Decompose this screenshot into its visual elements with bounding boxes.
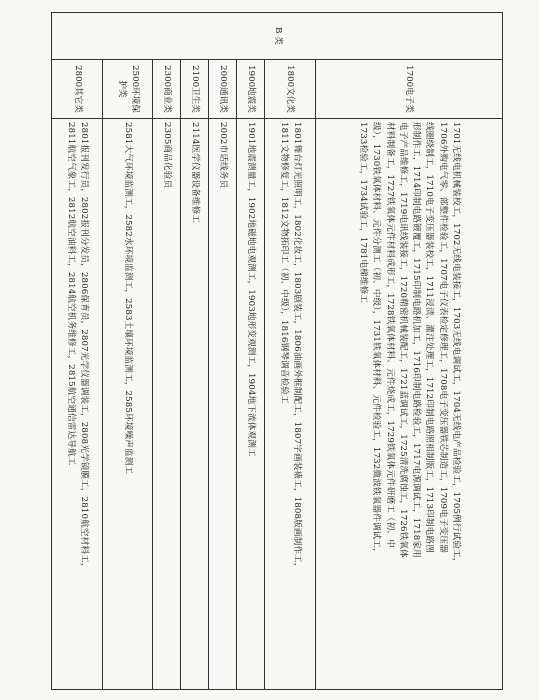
detail-line: 线圈绕制工，1710电子变压器装校工，1711浸渍、灌注处理工，1712印制电路照相制版工，1713印制电路图 [424,122,435,553]
detail-line: 电子产品维修工，1719电讯线装接工，1720精密机械装配工，1721蓝调试工，1725清洗腐蚀工，1726铁氧体 [397,122,408,558]
category-cell: 2000通讯类 [209,60,237,119]
table-row [265,13,316,690]
main-category-cell: B 类 [52,13,503,60]
detail-cell [209,119,237,690]
detail-cell [265,119,316,690]
category-cell: 2500环境保护类 [102,60,153,119]
detail-line: 1901地震测量工，1902地磁地电观测工，1903地形变观测工，1904地下流体观测工 [246,122,257,457]
detail-line: 1811文物修复工，1812文物拓印工（初、中级），1816钢琴调音检验工 [278,122,289,404]
category-cell: 1700电子类 [315,60,502,119]
detail-line: 1733检验工，1734试验工，1781电梯维修工 [357,122,368,304]
detail-line: 1701无线电机械装校工，1702无线电装接工，1703无线电调试工，1704无线电产品检验工，1705例行试验工， [451,122,462,567]
detail-line: 1706外购电气零、部整件检验工，1707电子仪表检定修理工，1708电子变压器铁芯制造工，1709电子变压器 [437,122,448,553]
detail-cell [315,119,502,690]
detail-line: 2114医学仪器设备维修工 [190,122,201,224]
category-cell: 2300商业类 [153,60,181,119]
table-row [181,13,209,690]
category-cell: 1900地震类 [237,60,265,119]
detail-line: 形制作工，1714印制电路镀覆工，1715印制电路机加工，1716印制电路检验工，1717电源调试工，1718家用 [411,122,422,558]
detail-line: 2801报刊发行员，2802报刊分发员，2806保育员，2807光学仪器调装工，2808光学镜膜工，2810航空材料工， [79,122,90,572]
detail-cell [102,119,153,690]
detail-line: 2811航空气象工，2812航空油料工，2814航空机务维修工，2815航空通信雷达导航工 [65,122,76,466]
table-row [209,13,237,690]
table-row [153,13,181,690]
table-row [52,13,103,690]
detail-line: 材料制备工，1727铁氧体元件材料成形工，1728铁氧体材料、元件烧成工，1729铁氧体元件研磨工（初、中 [384,122,395,548]
detail-cell [52,119,103,690]
detail-line: 2581大气环境监测工，2582水环境监测工，2583土壤环境监测工，2585环境噪声监测工 [123,122,134,475]
detail-line: 2305商品化验员 [162,122,173,189]
table-row [237,13,265,690]
detail-line: 级），1730铁氧体材料、元件分测工（初、中级），1731铁氧体材料、元件检验工，1732微波铁氧器件调试工， [371,122,382,557]
detail-line: 2002市话线务员 [218,122,229,189]
category-cell: 1800文化类 [265,60,316,119]
table-row [315,13,502,690]
table-row [102,13,153,690]
occupation-table [51,12,503,690]
detail-line: 1801舞台灯光照明工，1802化妆工，1803剧装工，1806油画外框制配工，1807字画装裱工，1808版画制作工， [292,122,303,572]
category-cell: 2800其它类 [52,60,103,119]
category-cell: 2100卫生类 [181,60,209,119]
detail-cell [237,119,265,690]
detail-cell [153,119,181,690]
rotated-table-container [51,12,503,690]
detail-cell [181,119,209,690]
